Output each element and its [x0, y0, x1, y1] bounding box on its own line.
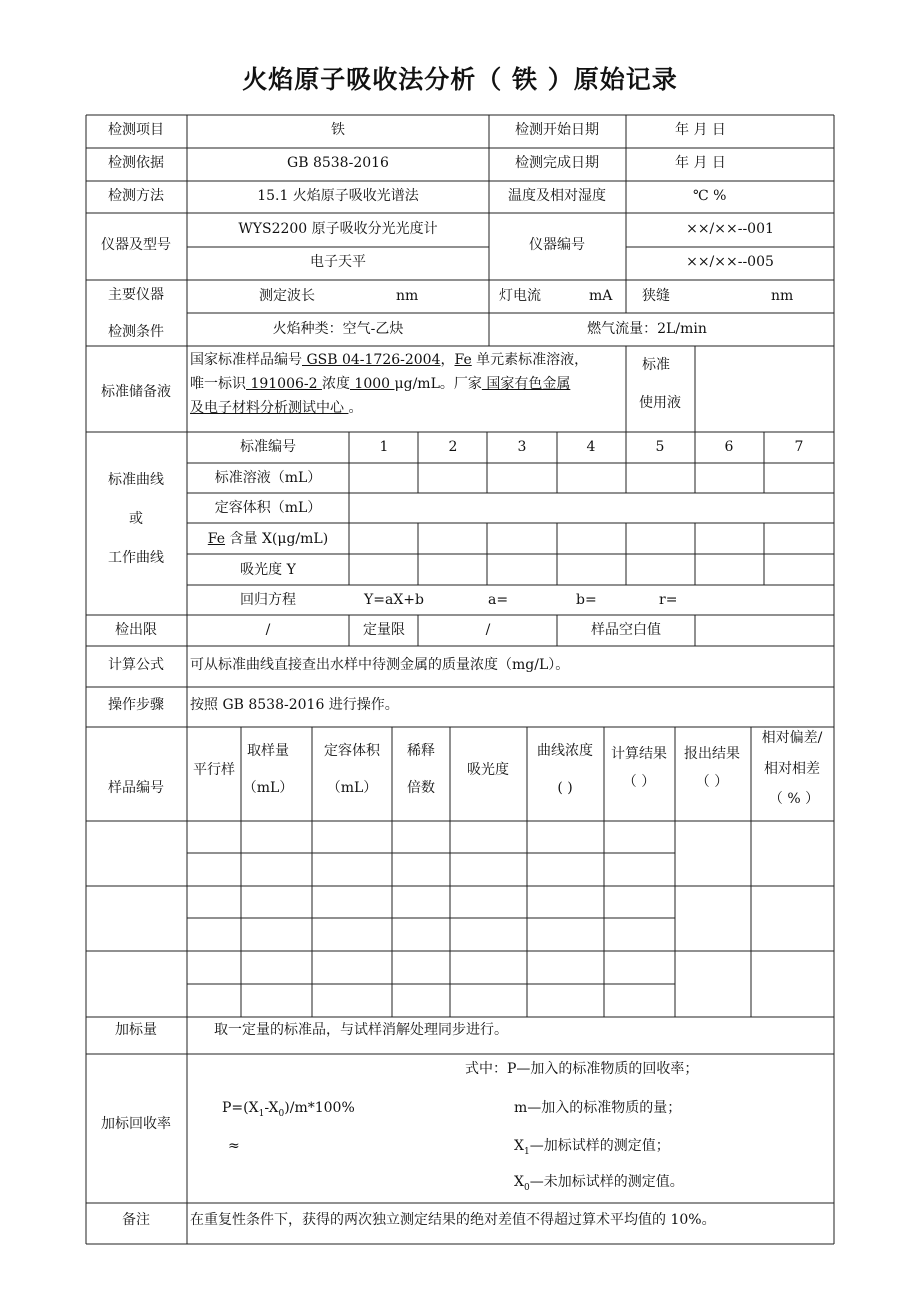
amount-header-1: 取样量: [247, 743, 289, 759]
stock-line-1: [190, 349, 588, 371]
deviation-header-2: 相对相差: [764, 761, 820, 777]
quant-limit-label: 定量限: [363, 622, 405, 638]
instrument-label: 仪器及型号: [101, 237, 171, 253]
absorbance-header: 吸光度: [467, 762, 509, 778]
remark-text: 在重复性条件下，获得的两次独立测定结果的绝对差值不得超过算术平均值的 10%。: [190, 1212, 716, 1228]
curve-element: Fe: [207, 531, 226, 547]
recovery-desc-1: 式中：P—加入的标准物质的回收率；: [465, 1061, 699, 1077]
quant-limit-value: /: [485, 622, 491, 638]
stock-text: μg/mL。厂家: [394, 376, 482, 392]
eq-sub: 1: [258, 1108, 265, 1119]
regression-equation: Y=aX+b: [364, 592, 424, 608]
stock-unique-id: 191006-2: [246, 376, 322, 392]
curve-row-std-number: 标准编号: [240, 439, 296, 455]
instrument-no-1: ××/××--001: [686, 221, 774, 237]
curve-label-3: 工作曲线: [108, 550, 164, 566]
curve-label-1: 标准曲线: [108, 472, 164, 488]
dilution-header-2: 倍数: [407, 780, 435, 796]
stock-text: 国家标准样品编号: [190, 352, 302, 368]
calc-header-2: （ ）: [622, 774, 656, 790]
sample-blank-label: 样品空白值: [591, 622, 661, 638]
eq-part: -X: [264, 1100, 279, 1116]
stock-line-2: [190, 373, 570, 395]
conc-header-1: 曲线浓度: [537, 743, 593, 759]
amount-header-2: （mL）: [242, 780, 294, 796]
start-date-value: 年 月 日: [675, 122, 726, 138]
std-number-5: 5: [655, 439, 665, 455]
slit-label: 狭缝: [642, 288, 670, 304]
working-solution-label-1: 标准: [642, 357, 670, 373]
basis-label: 检测依据: [108, 155, 164, 171]
stock-label: 标准储备液: [101, 384, 171, 400]
curve-row-absorbance: 吸光度 Y: [240, 562, 296, 578]
stock-text: 浓度: [321, 376, 350, 392]
formula-text: 可从标准曲线直接查出水样中待测金属的质量浓度（mg/L）。: [190, 657, 570, 673]
stock-line-3: [190, 397, 362, 419]
std-number-3: 3: [517, 439, 527, 455]
desc-part: X: [514, 1138, 524, 1154]
curve-content-label: 含量 X(μg/mL): [229, 531, 329, 547]
stock-concentration: 1000: [349, 376, 395, 392]
curve-row-std-solution: 标准溶液（mL）: [214, 470, 322, 486]
regression-a: a=: [488, 592, 509, 608]
conditions-label-1: 主要仪器: [108, 287, 164, 303]
conc-header-2: ( ): [557, 780, 573, 796]
stock-manufacturer-cont: 及电子材料分析测试中心: [190, 400, 349, 416]
stock-text: ，: [440, 352, 455, 368]
method-label: 检测方法: [108, 188, 164, 204]
end-date-label: 检测完成日期: [515, 155, 599, 171]
conditions-label-2: 检测条件: [108, 324, 164, 340]
recovery-desc-2: m—加入的标准物质的量；: [514, 1100, 682, 1116]
formula-label: 计算公式: [108, 657, 164, 673]
wavelength-unit: nm: [396, 288, 419, 304]
deviation-header-3: （ % ）: [768, 791, 820, 807]
temp-humidity-label: 温度及相对湿度: [508, 188, 606, 204]
std-number-7: 7: [794, 439, 804, 455]
slit-unit: nm: [771, 288, 794, 304]
recovery-desc-3: [514, 1137, 670, 1161]
report-header-2: （ ）: [695, 774, 729, 790]
volume-header-1: 定容体积: [324, 743, 380, 759]
detection-limit-value: /: [265, 622, 271, 638]
working-solution-label-2: 使用液: [639, 395, 681, 411]
dilution-header-1: 稀释: [407, 743, 435, 759]
instrument-no-label: 仪器编号: [529, 237, 585, 253]
desc-part: X: [514, 1174, 524, 1190]
desc-part: —加标试样的测定值；: [529, 1138, 670, 1154]
desc-sub: 0: [523, 1182, 530, 1193]
spike-text: 取一定量的标准品，与试样消解处理同步进行。: [214, 1022, 508, 1038]
curve-row-volume: 定容体积（mL）: [214, 500, 322, 516]
std-number-6: 6: [724, 439, 734, 455]
wavelength-label: 测定波长: [259, 288, 315, 304]
temp-humidity-value: ℃ %: [693, 188, 727, 204]
start-date-label: 检测开始日期: [515, 122, 599, 138]
sample-id-header: 样品编号: [108, 780, 164, 796]
eq-part: P=(X: [222, 1100, 259, 1116]
stock-text: 单元素标准溶液，: [471, 352, 589, 368]
steps-label: 操作步骤: [108, 697, 164, 713]
curve-row-content: [208, 530, 328, 548]
page-title: 火焰原子吸收法分析（ 铁 ）原始记录: [242, 65, 678, 94]
eq-sub: 0: [278, 1108, 285, 1119]
instrument-no-2: ××/××--005: [686, 254, 774, 270]
item-value: 铁: [331, 122, 345, 138]
item-label: 检测项目: [108, 122, 164, 138]
recovery-equation: [222, 1099, 355, 1123]
stock-element: Fe: [454, 352, 472, 368]
lamp-current-unit: mA: [589, 288, 613, 304]
stock-text: 唯一标识: [190, 376, 246, 392]
gas-flow: 燃气流量：2L/min: [587, 321, 707, 337]
regression-b: b=: [576, 592, 597, 608]
curve-row-regression: 回归方程: [240, 592, 296, 608]
spike-label: 加标量: [115, 1022, 157, 1038]
flame-type: 火焰种类：空气-乙炔: [272, 321, 404, 337]
stock-manufacturer: 国家有色金属: [481, 376, 571, 392]
std-number-4: 4: [586, 439, 596, 455]
recovery-approx: ≈: [228, 1138, 240, 1154]
basis-value: GB 8538-2016: [287, 155, 389, 171]
std-number-1: 1: [379, 439, 389, 455]
stock-sample-number: GSB 04-1726-2004: [302, 352, 441, 368]
recovery-label: 加标回收率: [101, 1116, 171, 1132]
lamp-current-label: 灯电流: [499, 288, 541, 304]
remark-label: 备注: [122, 1212, 150, 1228]
instrument-1: WYS2200 原子吸收分光光度计: [238, 221, 438, 237]
calc-header-1: 计算结果: [611, 746, 667, 762]
parallel-header: 平行样: [193, 762, 235, 778]
desc-sub: 1: [523, 1146, 530, 1157]
regression-r: r=: [659, 592, 678, 608]
method-value: 15.1 火焰原子吸收光谱法: [257, 188, 419, 204]
desc-part: —未加标试样的测定值。: [529, 1174, 684, 1190]
eq-part: )/m*100%: [284, 1100, 355, 1116]
steps-text: 按照 GB 8538-2016 进行操作。: [190, 697, 399, 713]
recovery-desc-4: [514, 1173, 684, 1197]
volume-header-2: （mL）: [326, 780, 378, 796]
stock-text: 。: [348, 400, 363, 416]
instrument-2: 电子天平: [310, 254, 366, 270]
deviation-header-1: 相对偏差/: [761, 730, 823, 746]
curve-label-2: 或: [129, 511, 143, 527]
report-header-1: 报出结果: [684, 746, 740, 762]
detection-limit-label: 检出限: [115, 622, 157, 638]
std-number-2: 2: [448, 439, 458, 455]
end-date-value: 年 月 日: [675, 155, 726, 171]
